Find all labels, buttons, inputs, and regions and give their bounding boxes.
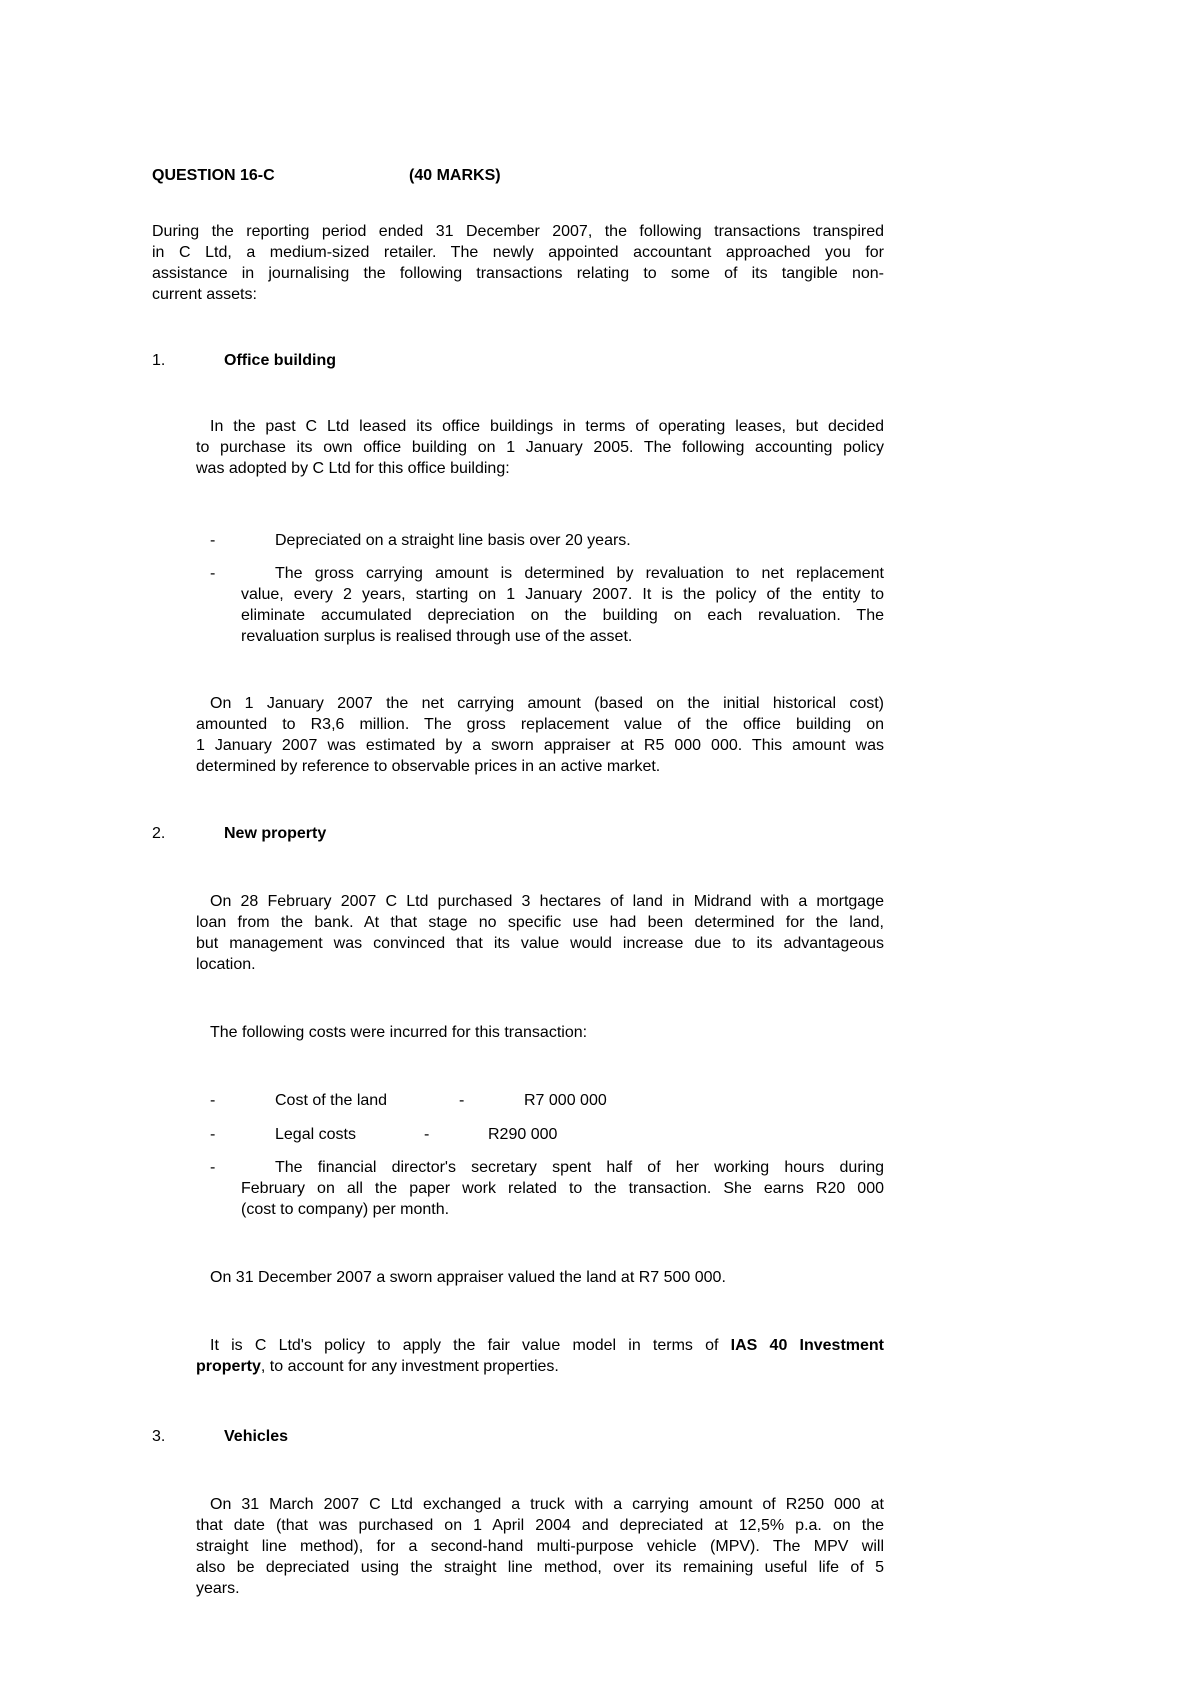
section3-paragraph xyxy=(196,1494,884,1599)
policy-text: , to account for any investment properties. xyxy=(260,1358,559,1375)
section-heading: Vehicles xyxy=(224,1428,289,1445)
policy-standard: property xyxy=(196,1358,261,1375)
bullet-line: revaluation surplus is realised through use of the asset. xyxy=(241,628,633,645)
cost-label: Cost of the land xyxy=(275,1092,388,1109)
paragraph-line: location. xyxy=(196,956,256,973)
paragraph-line: to purchase its own office building on 1 January 2005. The following accounting policy xyxy=(196,439,884,456)
bullet-dash: - xyxy=(210,1126,216,1143)
bullet-line: (cost to company) per month. xyxy=(241,1201,450,1218)
paragraph-line xyxy=(196,1356,884,1377)
section-number: 3. xyxy=(152,1428,166,1445)
intro-line: current assets: xyxy=(152,286,257,303)
bullet-line: eliminate accumulated depreciation on the building on each revaluation. The xyxy=(241,607,884,624)
bullet-line: The gross carrying amount is determined by revaluation to net replacement xyxy=(275,565,884,582)
section-number: 1. xyxy=(152,352,166,369)
paragraph-line: On 31 March 2007 C Ltd exchanged a truck with a carrying amount of R250 000 at xyxy=(210,1496,884,1513)
costs-intro: The following costs were incurred for this transaction: xyxy=(210,1024,588,1041)
paragraph-line: 1 January 2007 was estimated by a sworn appraiser at R5 000 000. This amount was xyxy=(196,737,884,754)
cost-value: R290 000 xyxy=(488,1126,558,1143)
bullet-dash: - xyxy=(210,532,216,549)
bullet-dash: - xyxy=(424,1126,430,1143)
bullet-dash: - xyxy=(210,1092,216,1109)
bullet-line: The financial director's secretary spent half of her working hours during xyxy=(275,1159,884,1176)
paragraph-line: but management was convinced that its value would increase due to its advantageous xyxy=(196,935,884,952)
intro-line: During the reporting period ended 31 December 2007, the following transactions transpired xyxy=(152,223,884,240)
policy-text: It is C Ltd's policy to apply the fair value model in terms of xyxy=(210,1337,719,1354)
section-heading: Office building xyxy=(224,352,336,369)
paragraph-line: determined by reference to observable prices in an active market. xyxy=(196,758,661,775)
section-number: 2. xyxy=(152,825,166,842)
cost-label: Legal costs xyxy=(275,1126,356,1143)
bullet-dash: - xyxy=(210,1159,216,1176)
policy-paragraph xyxy=(196,1335,884,1377)
section1-paragraph xyxy=(196,416,884,479)
paragraph-line: On 28 February 2007 C Ltd purchased 3 hectares of land in Midrand with a mortgage xyxy=(210,893,884,910)
paragraph-line: also be depreciated using the straight line method, over its remaining useful life of 5 xyxy=(196,1559,884,1576)
intro-line: assistance in journalising the following transactions relating to some of its tangible non- xyxy=(152,265,884,282)
bullet-paragraph xyxy=(241,563,884,647)
section1-paragraph-2 xyxy=(196,693,884,777)
bullet-paragraph xyxy=(241,1157,884,1220)
bullet-dash: - xyxy=(459,1092,465,1109)
valuation-text: On 31 December 2007 a sworn appraiser valued the land at R7 500 000. xyxy=(210,1269,726,1286)
paragraph-line: amounted to R3,6 million. The gross replacement value of the office building on xyxy=(196,716,884,733)
paragraph-line xyxy=(196,1335,884,1356)
paragraph-line: On 1 January 2007 the net carrying amount (based on the initial historical cost) xyxy=(210,695,884,712)
paragraph-line: In the past C Ltd leased its office buildings in terms of operating leases, but decided xyxy=(210,418,884,435)
paragraph-line: was adopted by C Ltd for this office building: xyxy=(196,460,510,477)
bullet-dash: - xyxy=(210,565,216,582)
intro-line: in C Ltd, a medium-sized retailer. The newly appointed accountant approached you for xyxy=(152,244,884,261)
intro-paragraph xyxy=(152,221,884,305)
question-marks: (40 MARKS) xyxy=(409,167,501,184)
paragraph-line: loan from the bank. At that stage no specific use had been determined for the land, xyxy=(196,914,884,931)
paragraph-line: straight line method), for a second-hand multi-purpose vehicle (MPV). The MPV will xyxy=(196,1538,884,1555)
paragraph-line: that date (that was purchased on 1 April 2004 and depreciated at 12,5% p.a. on the xyxy=(196,1517,884,1534)
bullet-line: February on all the paper work related to the transaction. She earns R20 000 xyxy=(241,1180,884,1197)
section2-paragraph xyxy=(196,891,884,975)
bullet-text: Depreciated on a straight line basis over 20 years. xyxy=(275,532,631,549)
question-title: QUESTION 16-C xyxy=(152,167,275,184)
bullet-line: value, every 2 years, starting on 1 January 2007. It is the policy of the entity to xyxy=(241,586,884,603)
policy-standard: IAS 40 Investment xyxy=(730,1337,885,1354)
cost-value: R7 000 000 xyxy=(524,1092,607,1109)
paragraph-line: years. xyxy=(196,1580,240,1597)
section-heading: New property xyxy=(224,825,327,842)
